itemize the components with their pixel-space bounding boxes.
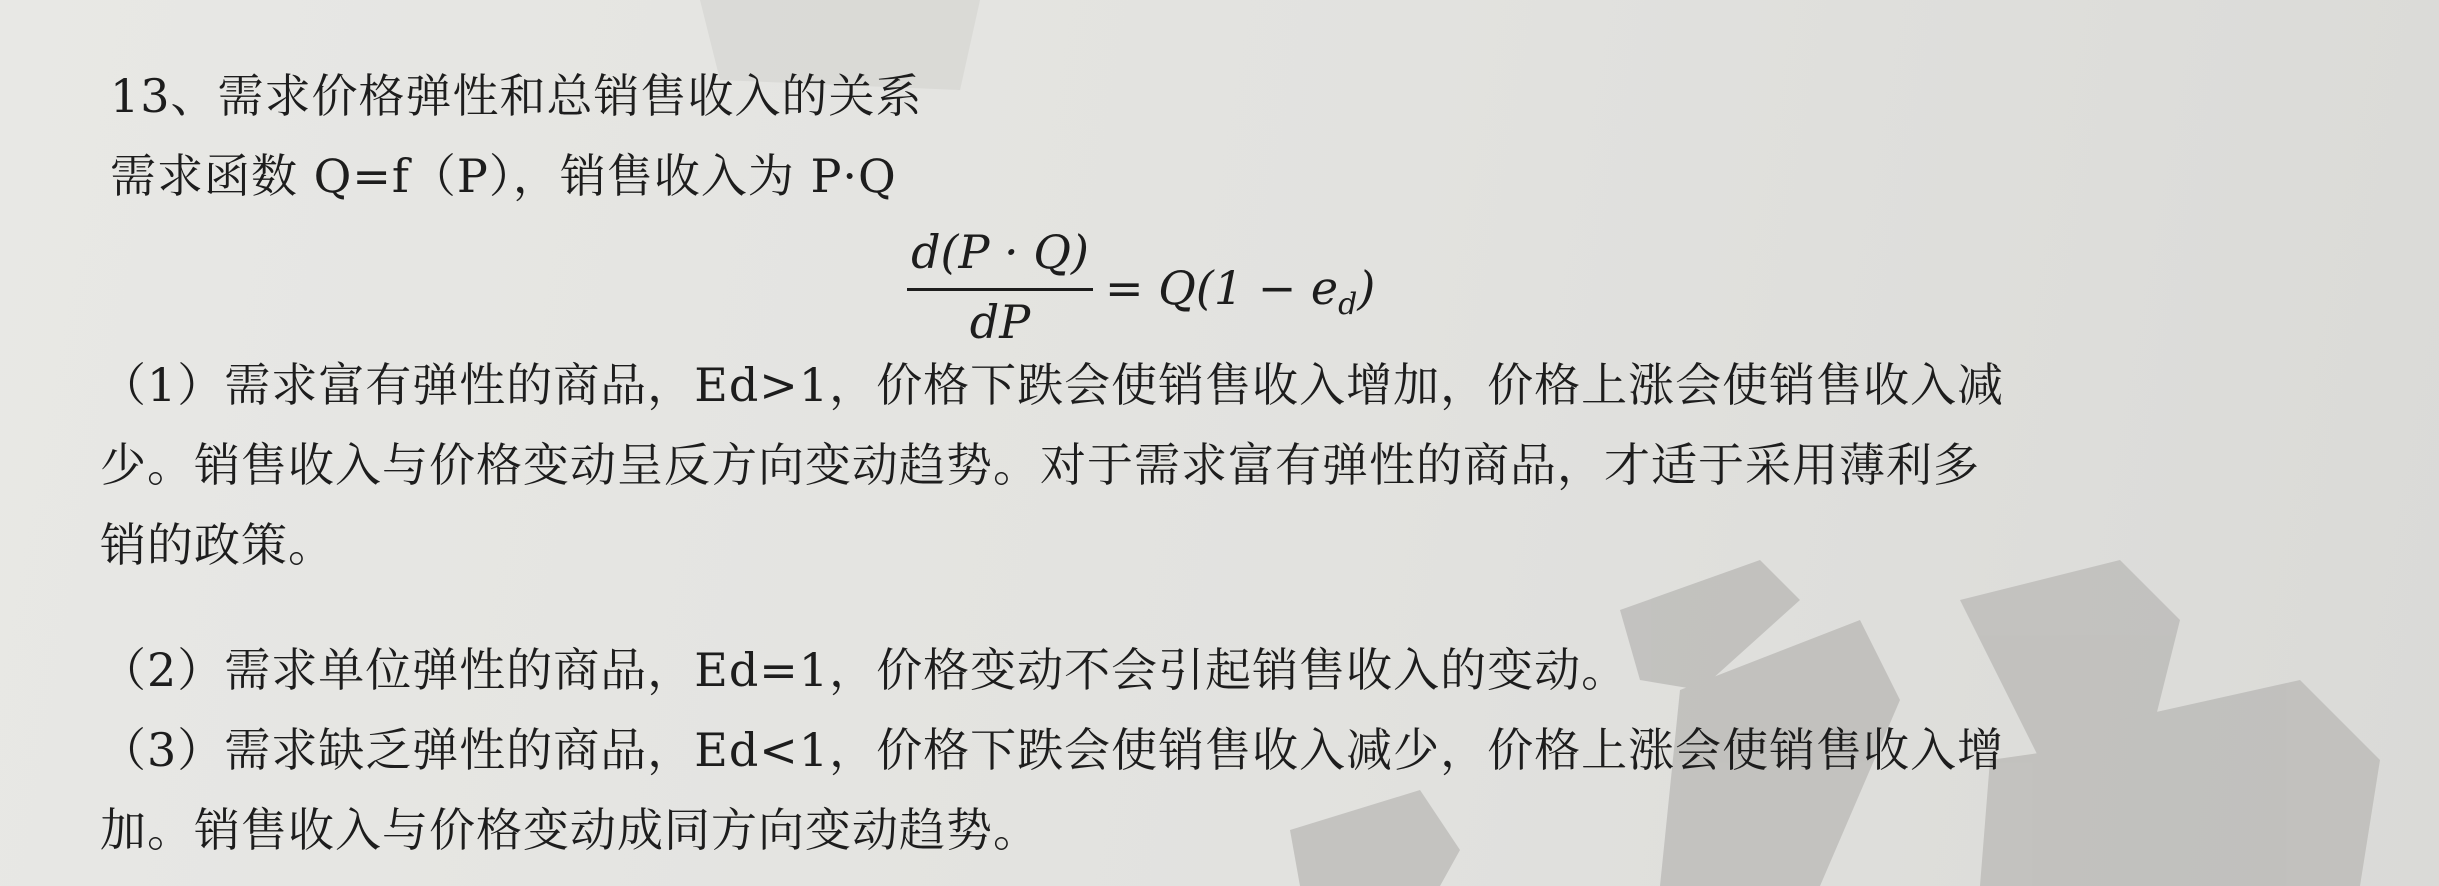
fraction-bar <box>907 288 1093 291</box>
formula-rhs <box>1105 258 1375 335</box>
section-heading: 13、需求价格弹性和总销售收入的关系 <box>110 69 923 123</box>
formula-numerator: d(P · Q) <box>911 225 1089 279</box>
intro-line: 需求函数 Q=f（P），销售收入为 P·Q <box>110 149 897 203</box>
paragraph-line-6: 加。销售收入与价格变动成同方向变动趋势。 <box>100 803 1040 857</box>
paragraph-line-4: （2）需求单位弹性的商品，Ed=1，价格变动不会引起销售收入的变动。 <box>100 643 1629 697</box>
paragraph-line-1: （1）需求富有弹性的商品，Ed>1，价格下跌会使销售收入增加，价格上涨会使销售收入减 <box>100 358 2005 412</box>
formula-rhs-subscript: d <box>1338 287 1358 322</box>
formula-denominator: dP <box>969 295 1031 349</box>
paragraph-line-5: （3）需求缺乏弹性的商品，Ed<1，价格下跌会使销售收入减少，价格上涨会使销售收入增 <box>100 723 2005 777</box>
formula-rhs-main: = Q(1 − e <box>1105 261 1339 315</box>
paragraph-line-3: 销的政策。 <box>100 518 335 572</box>
formula-rhs-close: ) <box>1357 261 1376 315</box>
paragraph-line-2: 少。销售收入与价格变动呈反方向变动趋势。对于需求富有弹性的商品，才适于采用薄利多 <box>100 438 1980 492</box>
